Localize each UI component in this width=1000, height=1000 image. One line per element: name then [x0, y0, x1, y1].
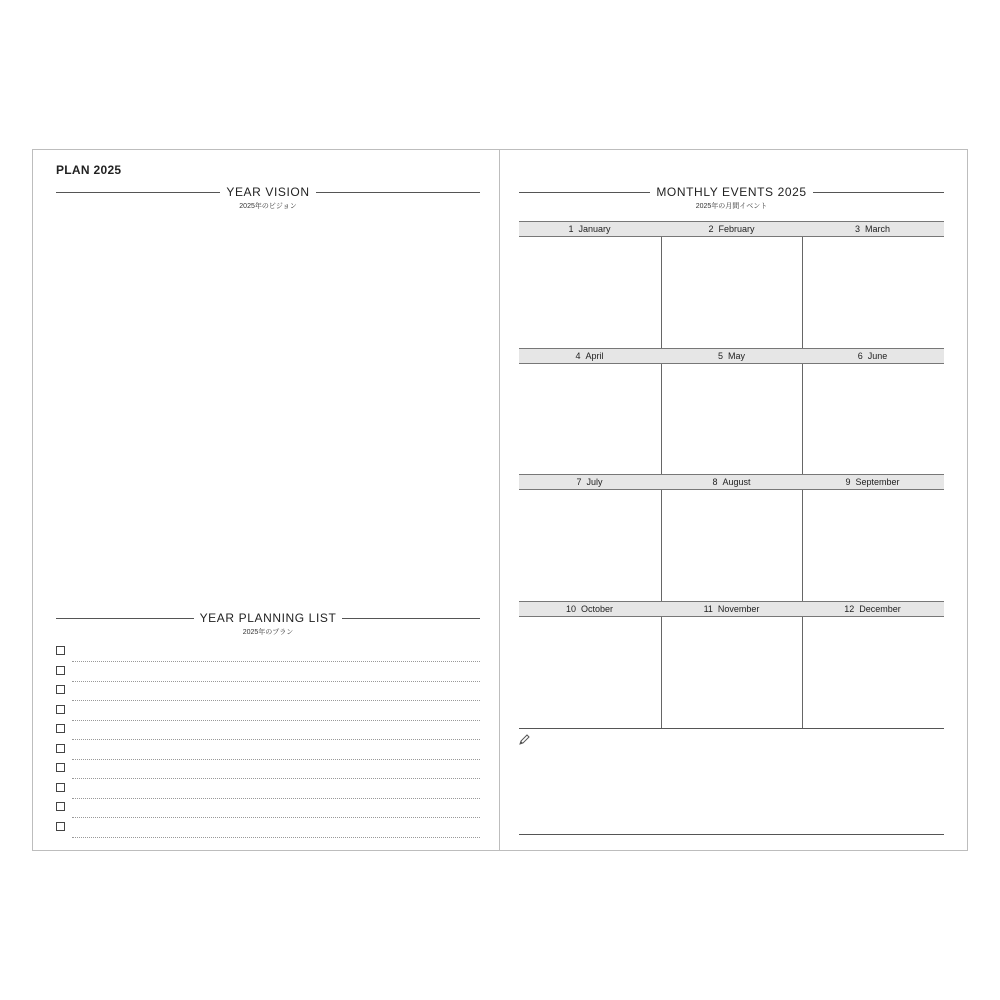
checkbox[interactable]: [56, 646, 65, 655]
month-label: 9 September: [845, 477, 900, 487]
year-vision-subtitle: 2025年のビジョン: [239, 203, 297, 210]
checklist-item: [56, 760, 480, 779]
year-planning-subtitle: 2025年のプラン: [242, 629, 294, 636]
dotted-writing-line: [72, 837, 480, 838]
month-label: 10 October: [565, 604, 614, 614]
month-label: 12 December: [844, 604, 901, 614]
checklist-item: [56, 819, 480, 838]
checkbox[interactable]: [56, 802, 65, 811]
monthly-events-header: [519, 185, 944, 215]
checklist-item: [56, 682, 480, 701]
month-label: 6 June: [857, 351, 888, 361]
checklist-item: [56, 702, 480, 721]
year-planning-header: [56, 611, 480, 641]
checklist-item: [56, 780, 480, 799]
memo-top-rule: [519, 728, 944, 729]
month-column-divider: [802, 364, 803, 475]
month-column-divider: [661, 364, 662, 475]
month-label: 7 July: [576, 477, 603, 487]
checkbox[interactable]: [56, 724, 65, 733]
monthly-events-subtitle: 2025年の月間イベント: [695, 203, 768, 210]
month-label: 4 April: [575, 351, 604, 361]
checkbox[interactable]: [56, 822, 65, 831]
checkbox[interactable]: [56, 744, 65, 753]
month-label: 1 January: [568, 224, 611, 234]
year-vision-header: [56, 185, 480, 215]
pencil-icon: [519, 733, 531, 748]
month-label: 2 February: [708, 224, 755, 234]
right-page: [499, 149, 968, 851]
month-label: 8 August: [712, 477, 751, 487]
checklist-item: [56, 799, 480, 818]
memo-bottom-rule: [519, 834, 944, 835]
month-header-band: [519, 221, 944, 237]
monthly-events-title: MONTHLY EVENTS 2025: [650, 185, 812, 199]
month-column-divider: [661, 237, 662, 348]
checklist-item: [56, 721, 480, 740]
month-header-band: [519, 601, 944, 617]
checklist-item: [56, 741, 480, 760]
month-label: 5 May: [717, 351, 745, 361]
month-column-divider: [661, 490, 662, 601]
checklist-item: [56, 663, 480, 682]
year-vision-title: YEAR VISION: [220, 185, 315, 199]
checkbox[interactable]: [56, 685, 65, 694]
checkbox[interactable]: [56, 666, 65, 675]
checklist-item: [56, 643, 480, 662]
month-column-divider: [802, 617, 803, 728]
year-planning-title: YEAR PLANNING LIST: [194, 611, 343, 625]
checkbox[interactable]: [56, 705, 65, 714]
checkbox[interactable]: [56, 783, 65, 792]
month-header-band: [519, 474, 944, 490]
plan-title: PLAN 2025: [56, 163, 122, 177]
month-label: 11 November: [703, 604, 760, 614]
month-header-band: [519, 348, 944, 364]
month-column-divider: [802, 490, 803, 601]
checkbox[interactable]: [56, 763, 65, 772]
month-column-divider: [802, 237, 803, 348]
month-column-divider: [661, 617, 662, 728]
month-label: 3 March: [854, 224, 890, 234]
